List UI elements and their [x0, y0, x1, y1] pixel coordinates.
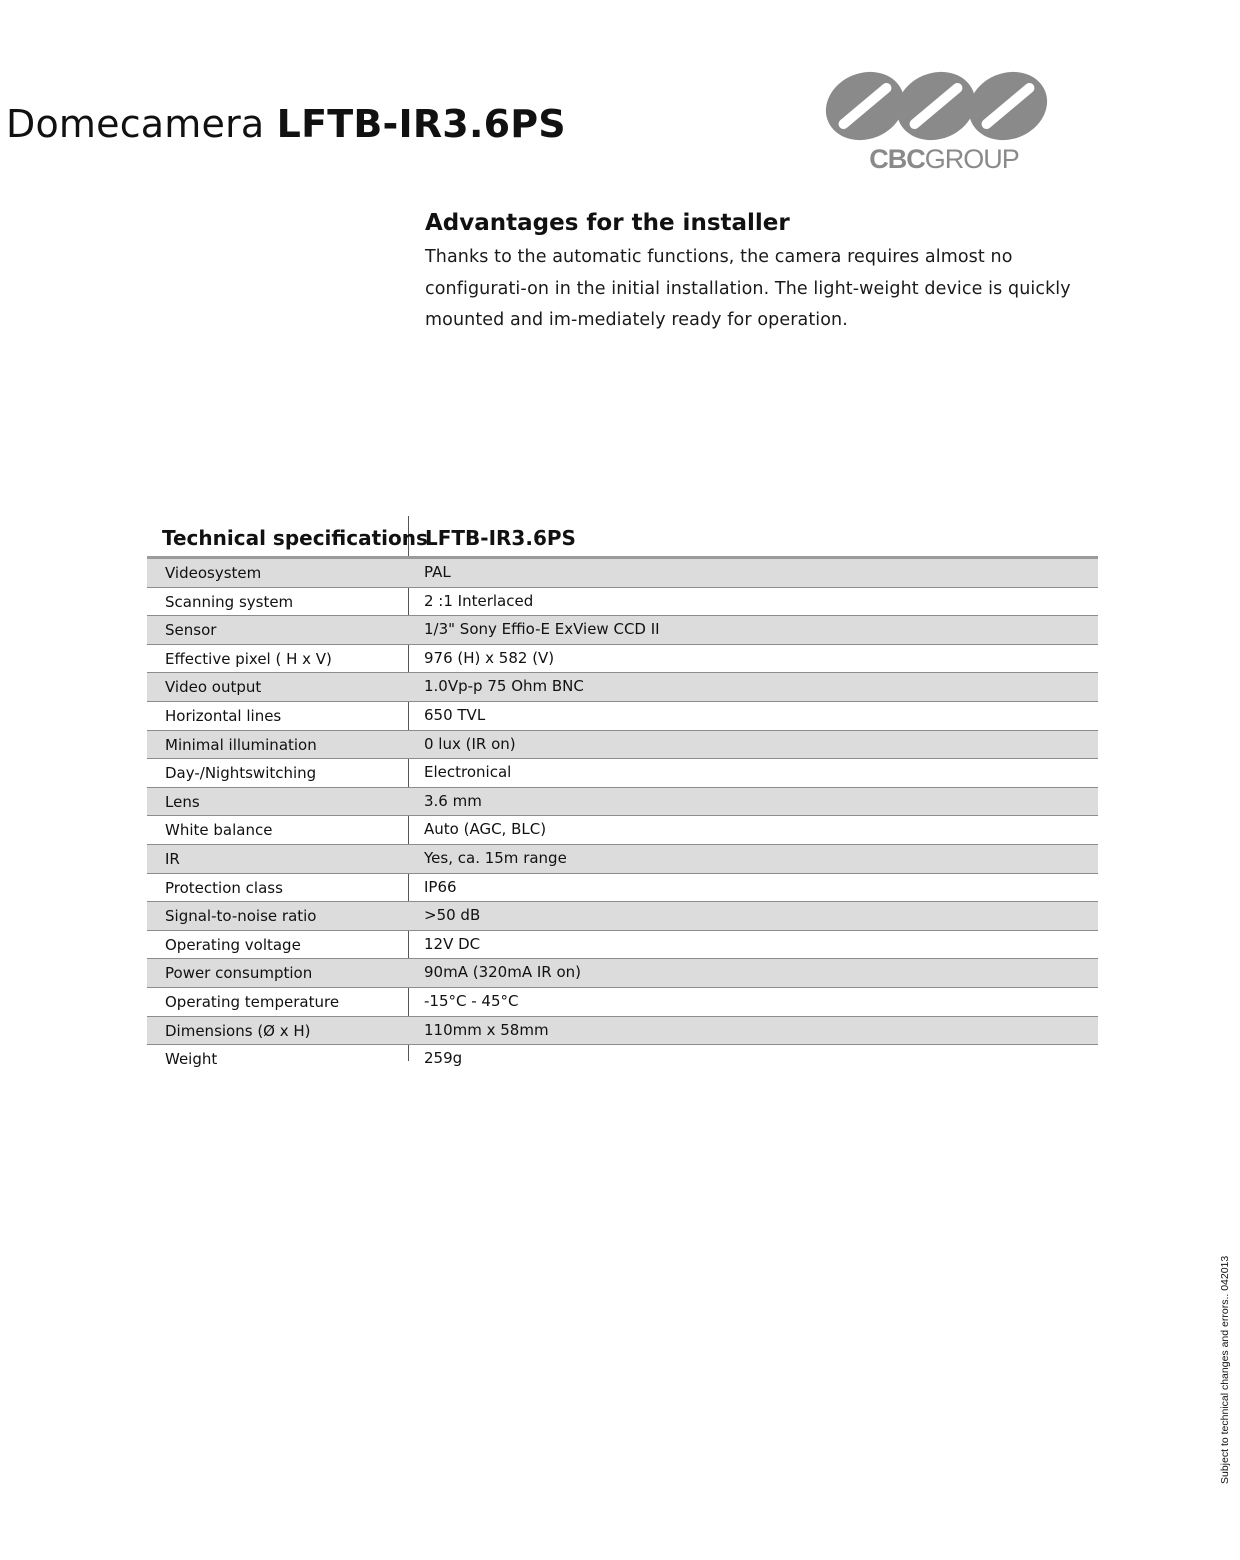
table-row	[147, 959, 1098, 988]
spec-label: Effective pixel ( H x V)	[165, 649, 332, 668]
table-row	[147, 1017, 1098, 1046]
spec-value: 0 lux (IR on)	[424, 734, 516, 753]
spec-value: Auto (AGC, BLC)	[424, 820, 547, 839]
advantages-heading: Advantages for the installer	[425, 210, 790, 236]
product-model: LFTB-IR3.6PS	[276, 102, 566, 146]
spec-label: Minimal illumination	[165, 735, 317, 754]
spec-label: Day-/Nightswitching	[165, 764, 317, 783]
spec-value: 90mA (320mA IR on)	[424, 963, 582, 982]
spec-value: 110mm x 58mm	[424, 1020, 549, 1039]
spec-label: Operating temperature	[165, 992, 340, 1011]
spec-value: >50 dB	[424, 906, 481, 925]
table-row	[147, 588, 1098, 617]
spec-value: 976 (H) x 582 (V)	[424, 648, 555, 667]
advantages-text: Thanks to the automatic functions, the camera requires almost no configurati-on in the initial installation. The light-weight device is quickly mounted and im-mediately ready for operation.	[425, 247, 1071, 330]
spec-label: Dimensions (Ø x H)	[165, 1021, 311, 1040]
spec-value: IP66	[424, 877, 457, 896]
page-title	[6, 102, 566, 146]
product-type: Domecamera	[6, 102, 265, 146]
cbc-group-logo	[822, 68, 1054, 182]
table-row	[147, 759, 1098, 788]
spec-label: Operating voltage	[165, 935, 301, 954]
table-row	[147, 931, 1098, 960]
spec-value: Electronical	[424, 763, 512, 782]
table-row	[147, 616, 1098, 645]
footer-note: Subject to technical changes and errors.. 042013	[1219, 1255, 1231, 1484]
table-row	[147, 702, 1098, 731]
spec-label: Signal-to-noise ratio	[165, 907, 317, 926]
table-row	[147, 673, 1098, 702]
spec-value: 650 TVL	[424, 705, 486, 724]
spec-value: 259g	[424, 1049, 463, 1068]
spec-label: Scanning system	[165, 592, 294, 611]
spec-value: -15°C - 45°C	[424, 991, 519, 1010]
spec-value: 3.6 mm	[424, 791, 482, 810]
spec-label: Video output	[165, 678, 262, 697]
spec-label: White balance	[165, 821, 273, 840]
spec-label: Protection class	[165, 878, 283, 897]
table-row	[147, 731, 1098, 760]
spec-label: Videosystem	[165, 564, 262, 582]
table-row	[147, 645, 1098, 674]
table-row	[147, 902, 1098, 931]
cbc-logo-mark	[822, 68, 1054, 148]
spec-label: Sensor	[165, 621, 217, 640]
table-row	[147, 816, 1098, 845]
logo-wordmark: CBCGROUP	[869, 144, 1019, 174]
specs-heading: Technical specifications	[162, 526, 428, 550]
specs-table	[147, 516, 1098, 1073]
table-row	[147, 988, 1098, 1017]
specs-rows	[147, 559, 1098, 1073]
spec-value: 1.0Vp-p 75 Ohm BNC	[424, 677, 584, 696]
spec-label: Weight	[165, 1050, 218, 1069]
spec-value: 1/3" Sony Effio-E ExView CCD II	[424, 620, 660, 639]
spec-value: 2 :1 Interlaced	[424, 591, 534, 610]
table-row	[147, 874, 1098, 903]
specs-header	[147, 516, 1098, 559]
spec-value: 12V DC	[424, 934, 481, 953]
table-row	[147, 1045, 1098, 1073]
table-row	[147, 845, 1098, 874]
table-row	[147, 559, 1098, 588]
spec-value: PAL	[424, 563, 451, 581]
spec-label: IR	[165, 849, 180, 868]
advantages-section	[425, 210, 1105, 337]
spec-label: Lens	[165, 792, 200, 811]
specs-model: LFTB-IR3.6PS	[425, 526, 576, 550]
spec-label: Horizontal lines	[165, 706, 282, 725]
spec-value: Yes, ca. 15m range	[424, 848, 567, 867]
table-row	[147, 788, 1098, 817]
spec-label: Power consumption	[165, 964, 313, 983]
